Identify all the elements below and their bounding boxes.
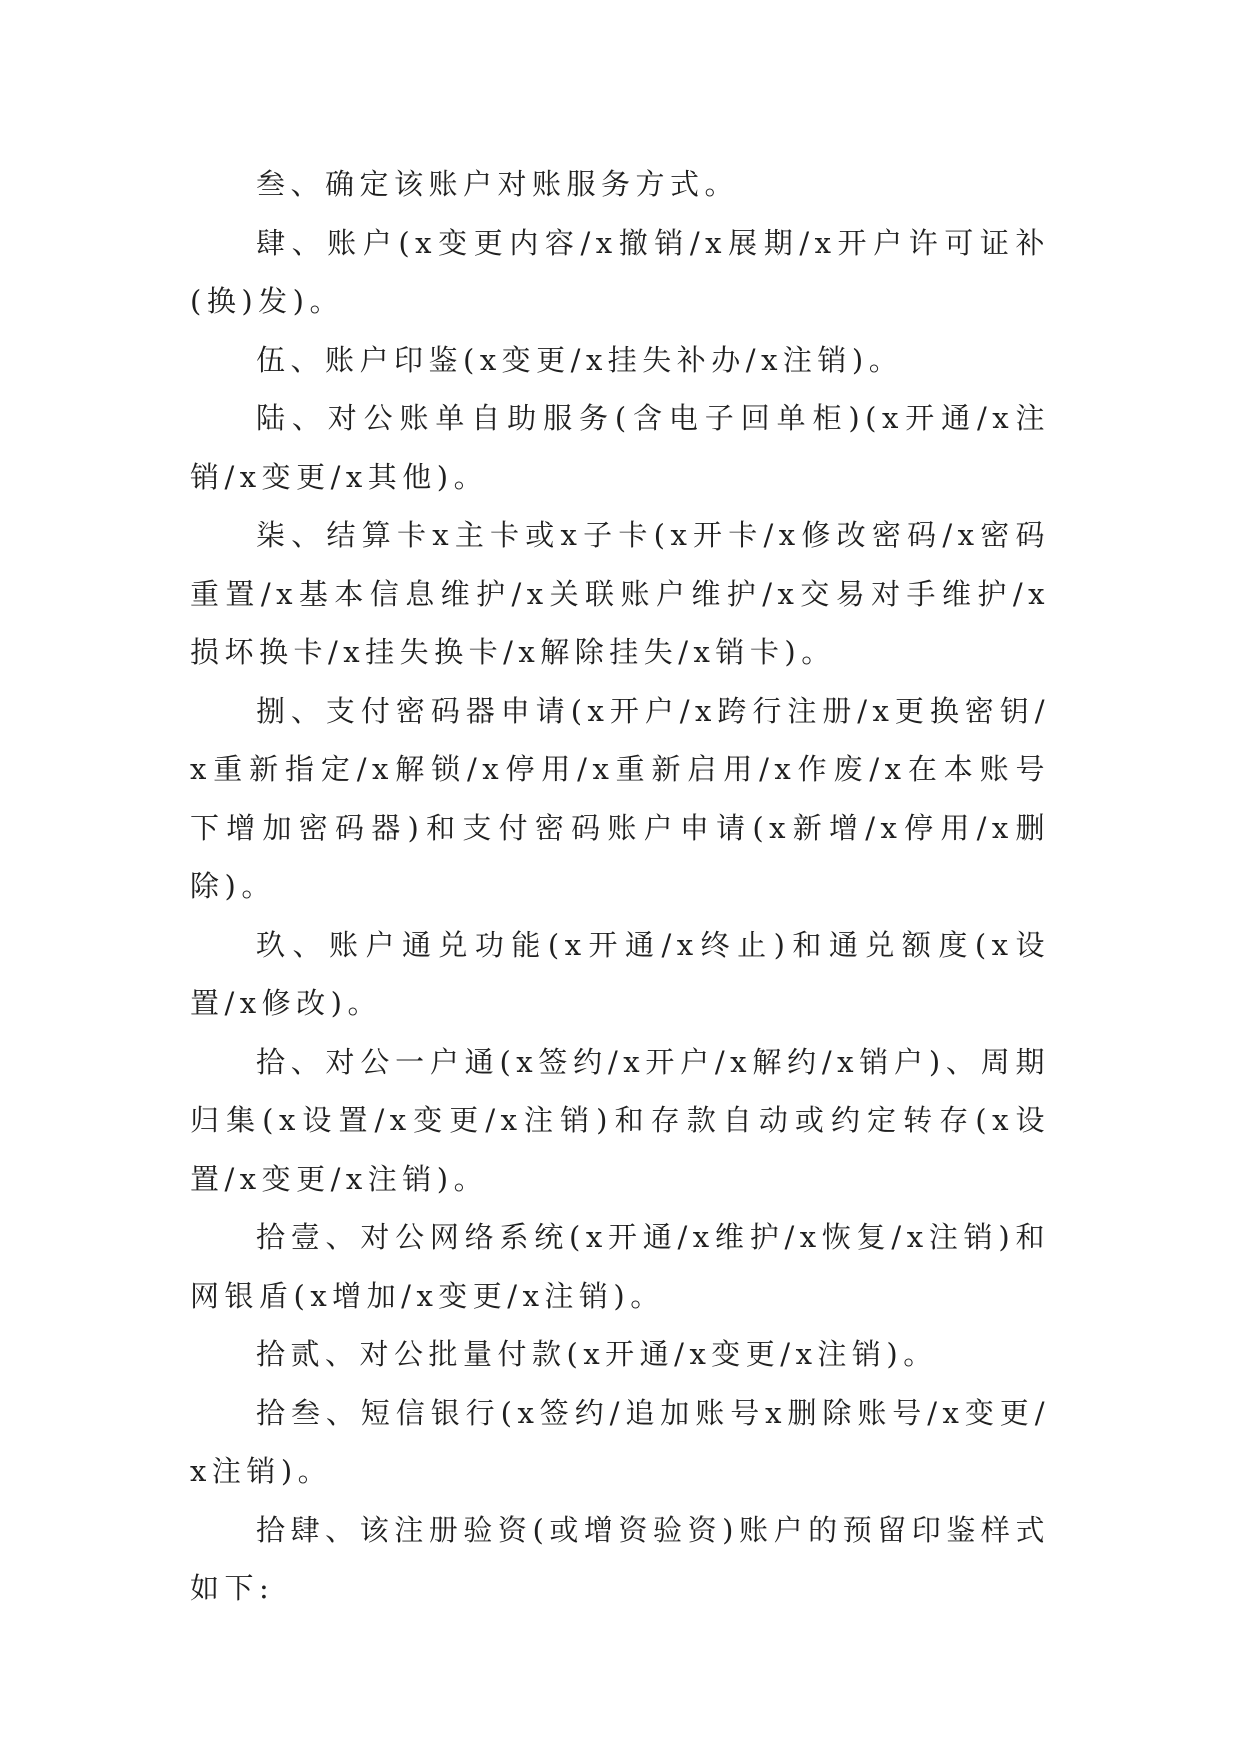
paragraph-item-13: 拾叁、短信银行(x签约/追加账号x删除账号/x变更/x注销)。 xyxy=(190,1395,1050,1488)
paragraph-item-8: 捌、支付密码器申请(x开户/x跨行注册/x更换密钥/x重新指定/x解锁/x停用/x重新启用/x作废/x在本账号下增加密码器)和支付密码账户申请(x新增/x停用/x删除)。 xyxy=(190,693,1050,903)
paragraph-item-9: 玖、账户通兑功能(x开通/x终止)和通兑额度(x设置/x修改)。 xyxy=(190,927,1050,1020)
document-body xyxy=(190,155,1050,1618)
paragraph-item-3: 叁、确定该账户对账服务方式。 xyxy=(256,167,740,201)
paragraph-item-6: 陆、对公账单自助服务(含电子回单柜)(x开通/x注销/x变更/x其他)。 xyxy=(190,401,1050,494)
paragraph-item-5: 伍、账户印鉴(x变更/x挂失补办/x注销)。 xyxy=(256,342,904,377)
paragraph-item-11: 拾壹、对公网络系统(x开通/x维护/x恢复/x注销)和网银盾(x增加/x变更/x注销)。 xyxy=(190,1220,1050,1313)
paragraph-item-10: 拾、对公一户通(x签约/x开户/x解约/x销户)、周期归集(x设置/x变更/x注销)和存款自动或约定转存(x设置/x变更/x注销)。 xyxy=(190,1044,1050,1196)
paragraph-item-12: 拾贰、对公批量付款(x开通/x变更/x注销)。 xyxy=(256,1337,938,1371)
paragraph-item-4: 肆、账户(x变更内容/x撤销/x展期/x开户许可证补(换)发)。 xyxy=(190,225,1050,318)
paragraph-item-14: 拾肆、该注册验资(或增资验资)账户的预留印鉴样式如下: xyxy=(190,1512,1050,1605)
paragraph-item-7: 柒、结算卡x主卡或x子卡(x开卡/x修改密码/x密码重置/x基本信息维护/x关联账户维护/x交易对手维护/x损坏换卡/x挂失换卡/x解除挂失/x销卡)。 xyxy=(190,518,1050,669)
